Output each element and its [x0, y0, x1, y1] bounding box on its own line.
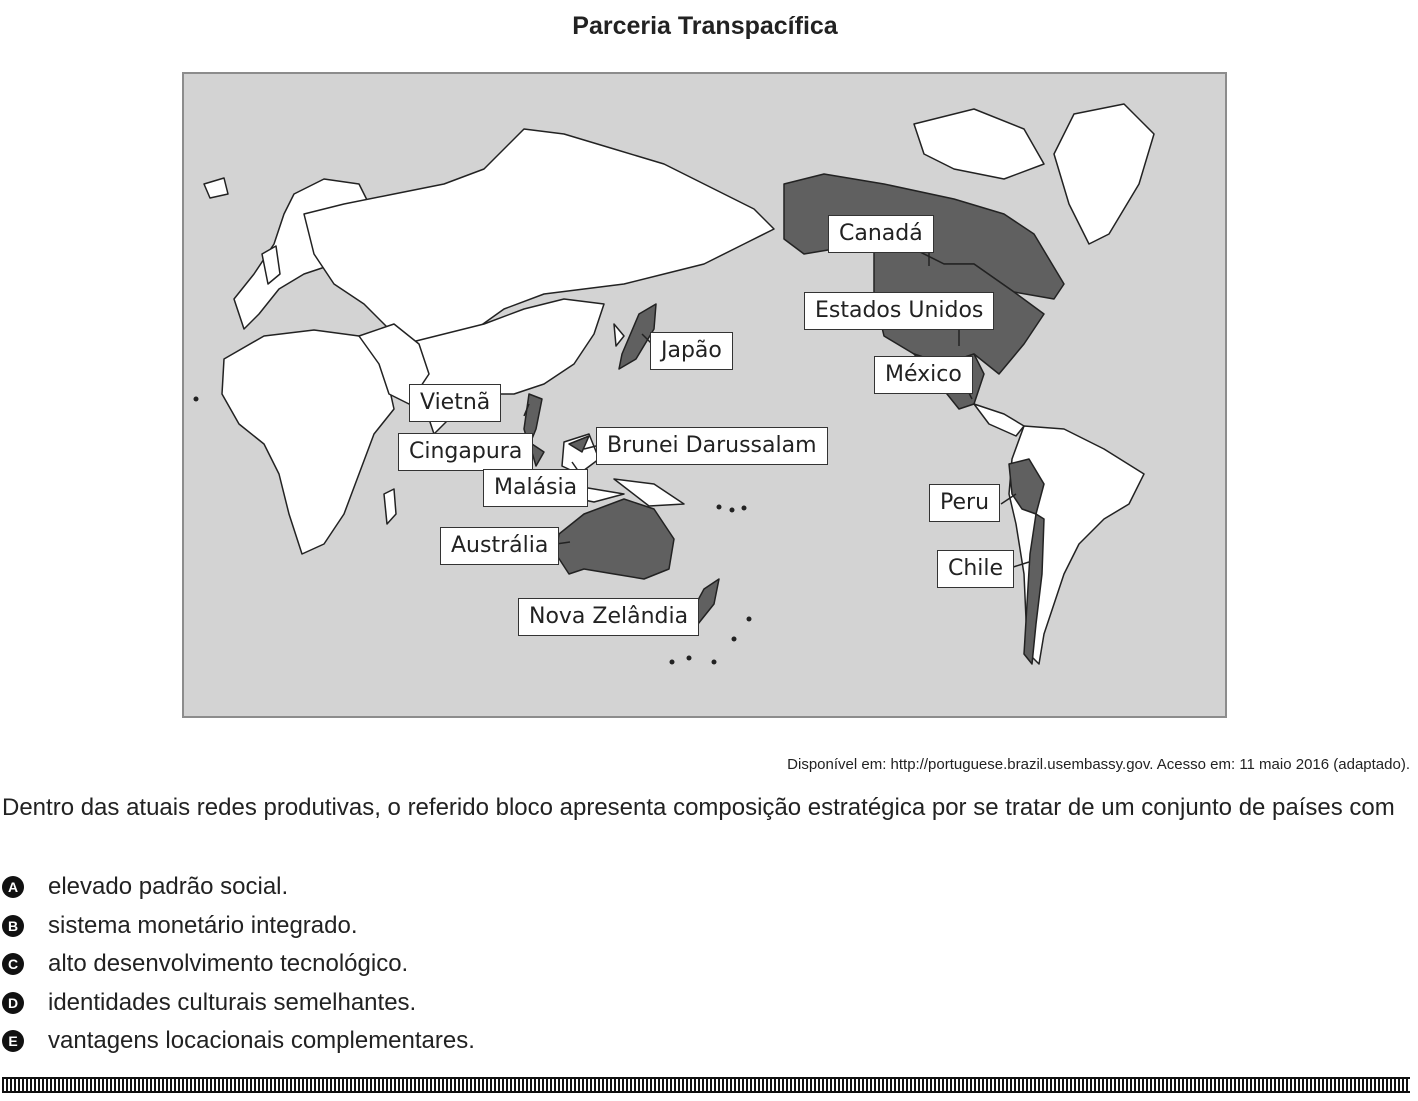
option-c[interactable]	[2, 945, 475, 984]
land-africa	[222, 330, 394, 554]
label-singapore: Cingapura	[398, 433, 533, 471]
option-c-text: alto desenvolvimento tecnológico.	[48, 950, 409, 978]
label-vietnam: Vietnã	[409, 384, 501, 422]
question-text: Dentro das atuais redes produtivas, o referido bloco apresenta composição estratégica por se tratar de um conjunto de países com	[2, 794, 1395, 821]
option-b-text: sistema monetário integrado.	[48, 911, 358, 939]
tpp-map	[182, 72, 1227, 718]
footer-divider	[2, 1077, 1410, 1093]
label-canada: Canadá	[828, 215, 934, 253]
option-d[interactable]	[2, 984, 475, 1023]
label-peru: Peru	[929, 484, 1000, 522]
land-arctic-islands	[914, 109, 1044, 179]
option-a-letter: A	[2, 876, 24, 898]
island-dot	[712, 660, 717, 665]
option-e-letter: E	[2, 1030, 24, 1052]
land-australia	[556, 499, 674, 579]
label-brunei: Brunei Darussalam	[596, 427, 828, 465]
option-a[interactable]	[2, 868, 475, 907]
island-dot	[742, 506, 747, 511]
option-b[interactable]	[2, 907, 475, 946]
land-madagascar	[384, 489, 396, 524]
island-dot	[194, 397, 199, 402]
option-c-letter: C	[2, 953, 24, 975]
island-dot	[670, 660, 675, 665]
land-greenland	[1054, 104, 1154, 244]
option-d-letter: D	[2, 992, 24, 1014]
land-iceland	[204, 178, 228, 198]
option-e-text: vantagens locacionais complementares.	[48, 1027, 475, 1055]
label-mexico: México	[874, 356, 973, 394]
source-citation: Disponível em: http://portuguese.brazil.usembassy.gov. Acesso em: 11 maio 2016 (adaptado).	[787, 756, 1410, 773]
land-korea	[614, 324, 624, 346]
island-dot	[717, 505, 722, 510]
world-map-svg	[184, 74, 1227, 718]
label-new-zealand: Nova Zelândia	[518, 598, 699, 636]
option-d-text: identidades culturais semelhantes.	[48, 988, 417, 1016]
land-central-america	[974, 404, 1024, 436]
label-usa: Estados Unidos	[804, 292, 994, 330]
label-malaysia: Malásia	[483, 469, 588, 507]
answer-options	[2, 868, 475, 1061]
label-chile: Chile	[937, 550, 1014, 588]
island-dot	[730, 508, 735, 513]
island-dot	[687, 656, 692, 661]
option-b-letter: B	[2, 915, 24, 937]
label-japan: Japão	[650, 332, 733, 370]
map-title: Parceria Transpacífica	[572, 12, 838, 40]
option-e[interactable]	[2, 1022, 475, 1061]
label-australia: Austrália	[440, 527, 559, 565]
option-a-text: elevado padrão social.	[48, 873, 289, 901]
island-dot	[732, 637, 737, 642]
island-dot	[747, 617, 752, 622]
